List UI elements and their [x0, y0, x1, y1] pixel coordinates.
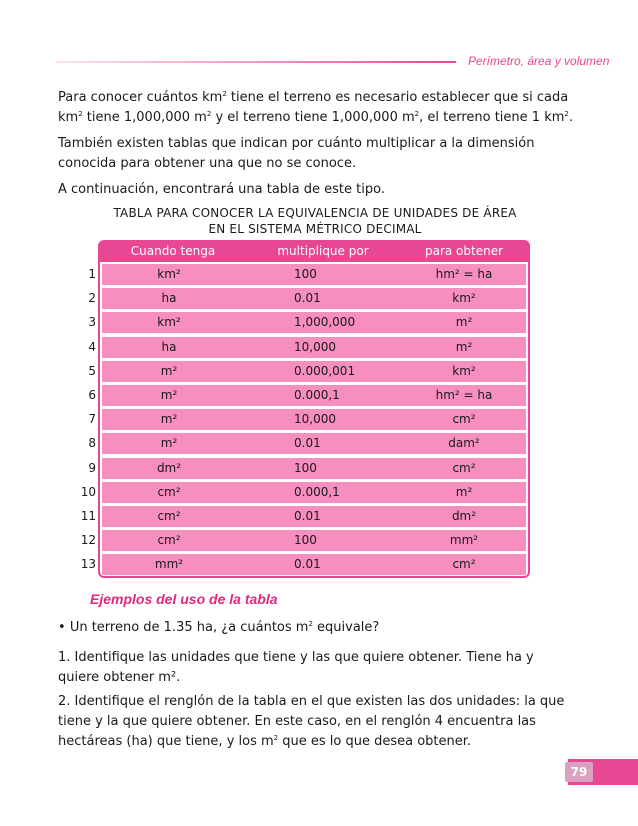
example-step-2: 2. Identifique el renglón de la tabla en el que existen las dos unidades: la que tiene y la que quiere obtener. En este caso, en el renglón 4 encuentra las hectáreas (ha) que tiene, y los $m^2$ que es lo que desea obtener. — [58, 694, 565, 749]
cell-para-obtener: km² — [452, 363, 476, 378]
row-number: 13 — [80, 557, 96, 572]
intro-paragraph-2: También existen tablas que indican por cuánto multiplicar a la dimensión conocida para obtener una que no se conoce. — [58, 136, 535, 171]
cell-multiplique-por: 0.01 — [294, 291, 321, 306]
cell-cuando-tenga: cm² — [157, 533, 181, 548]
cell-cuando-tenga: m² — [160, 363, 178, 378]
cell-multiplique-por: 100 — [294, 267, 317, 281]
running-header: Perímetro, área y volumen — [468, 54, 610, 68]
header-para-obtener: para obtener — [424, 244, 504, 258]
cell-cuando-tenga: cm² — [157, 509, 181, 523]
row-number: 4 — [88, 339, 96, 354]
cell-multiplique-por: 10,000 — [294, 339, 336, 354]
conversion-table — [98, 240, 530, 578]
header-multiplique-por: multiplique por — [277, 244, 369, 258]
cell-cuando-tenga: ha — [161, 291, 177, 306]
cell-para-obtener: km² — [452, 291, 476, 306]
example-step-1: 1. Identifique las unidades que tiene y las que quiere obtener. Tiene ha y quiere obtener m². — [58, 650, 534, 685]
table-caption-line-1: TABLA PARA CONOCER LA EQUIVALENCIA DE UNIDADES DE ÁREA — [113, 206, 517, 220]
cell-para-obtener: mm² — [449, 533, 479, 548]
row-number: 5 — [88, 363, 96, 378]
cell-cuando-tenga: km² — [157, 315, 181, 330]
cell-para-obtener: cm² — [452, 557, 476, 572]
cell-multiplique-por: 100 — [294, 460, 317, 475]
row-number: 12 — [80, 533, 96, 548]
intro-paragraph-1: Para conocer cuántos $km^2$ tiene el terreno es necesario establecer que si cada $km^2$ tiene 1,000,000 $m^2$ y el terreno tiene 1,000,000 $m^2$, el terreno tiene 1 $km^2$. — [58, 90, 573, 125]
cell-multiplique-por: 0.01 — [294, 557, 321, 572]
table-caption — [90, 205, 540, 237]
row-number: 1 — [88, 267, 96, 281]
cell-para-obtener: dam² — [448, 436, 480, 451]
row-number: 2 — [88, 291, 96, 306]
table-row — [102, 337, 526, 358]
table-row — [102, 482, 526, 503]
cell-para-obtener: m² — [455, 315, 473, 330]
cell-cuando-tenga: cm² — [157, 484, 181, 499]
cell-multiplique-por: 1,000,000 — [294, 315, 356, 330]
cell-para-obtener: dm² — [451, 509, 477, 523]
cell-multiplique-por: 0.01 — [294, 436, 321, 451]
cell-cuando-tenga: m² — [160, 388, 178, 402]
cell-cuando-tenga: dm² — [156, 460, 182, 475]
cell-cuando-tenga: ha — [161, 339, 177, 354]
cell-cuando-tenga: mm² — [154, 557, 184, 572]
cell-multiplique-por: 100 — [294, 533, 317, 548]
row-number: 7 — [88, 412, 96, 427]
cell-para-obtener: m² — [455, 339, 473, 354]
cell-multiplique-por: 0.000,1 — [294, 484, 340, 499]
table-row — [102, 385, 526, 406]
table-row — [102, 554, 526, 575]
cell-multiplique-por: 10,000 — [294, 412, 336, 427]
example-question: • Un terreno de 1.35 ha, ¿a cuántos $m^2$ equivale? — [58, 620, 380, 635]
row-number: 10 — [80, 484, 96, 499]
bullet: • — [58, 620, 66, 635]
table-row — [102, 433, 526, 454]
cell-multiplique-por: 0.000,001 — [294, 363, 356, 378]
table-row — [102, 312, 526, 333]
table-body — [98, 262, 530, 578]
cell-para-obtener: cm² — [452, 412, 476, 427]
table-header — [98, 240, 530, 262]
cell-para-obtener: hm² = ha — [435, 388, 493, 402]
table-row — [102, 530, 526, 551]
table-row — [102, 288, 526, 309]
row-number: 9 — [88, 460, 96, 475]
cell-para-obtener: m² — [455, 484, 473, 499]
table-row — [102, 409, 526, 430]
table-caption-line-2: EN EL SISTEMA MÉTRICO DECIMAL — [208, 222, 422, 236]
page-number: 79 — [565, 762, 593, 782]
table-row — [102, 458, 526, 479]
table-row — [102, 264, 526, 285]
cell-para-obtener: hm² = ha — [435, 267, 493, 281]
cell-cuando-tenga: m² — [160, 412, 178, 427]
cell-cuando-tenga: km² — [157, 267, 181, 281]
cell-multiplique-por: 0.000,1 — [294, 388, 340, 402]
row-number: 8 — [88, 436, 96, 451]
intro-paragraph-3: A continuación, encontrará una tabla de este tipo. — [58, 182, 385, 197]
header-cuando-tenga: Cuando tenga — [130, 244, 216, 258]
header-rule — [56, 61, 456, 63]
cell-cuando-tenga: m² — [160, 436, 178, 451]
row-number: 11 — [80, 509, 96, 523]
table-row — [102, 506, 526, 527]
cell-para-obtener: cm² — [452, 460, 476, 475]
cell-multiplique-por: 0.01 — [294, 509, 321, 523]
examples-title: Ejemplos del uso de la tabla — [90, 591, 278, 607]
table-row — [102, 361, 526, 382]
row-number: 6 — [88, 388, 96, 402]
row-number: 3 — [88, 315, 96, 330]
